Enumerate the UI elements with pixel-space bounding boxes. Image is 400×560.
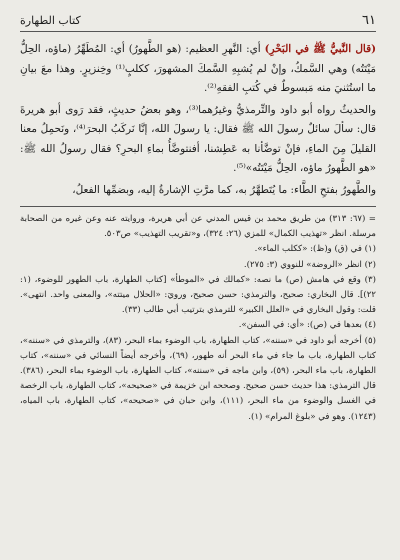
footnote: = (٦٧: ٣١٣) من طريق محمد بن قيس المدني عن أبي هريرة، وروايته عنه وعن غيره من الصحابة مرسلة. انظر «تهذيب الكمال» للمزي (٢٦: ٣٢٤)، و«تقريب التهذيب» ص٥٠٣. (20, 214, 376, 240)
footnote: (٥) أخرجه أبو داود في «سننه»، كتاب الطهارة، باب الوضوء بماء البحر، (٨٣)، والترمذي في «سننه»، كتاب الطهارة، باب ما جاء في ماء البحر أنه طهور، (٦٩)، وأخرجه أيضاً النسائي في «سننه»، كتاب الطهارة، باب ماء البحر، (٥٩)، وابن ماجه في «سننه»، كتاب الطهارة، باب الوضوء بماء البحر، (٣٨٦). قال الترمذي: هذا حديث حسن صحيح. وصححه ابن خزيمة في «صحيحه»، كتاب الطهارة، باب الرخصة في الغسل والوضوء من ماء البحر، (١١١)، وابن حبان في «صحيحه»، كتاب الطهارة، باب المياه، (١٢٤٣). وهو في «بلوغ المرام» (١). (20, 335, 377, 422)
chapter-title: كتاب الطهارة (20, 14, 81, 27)
footnote: (٤) بعدها في (ص): «أي: في السفن». (238, 320, 376, 331)
paragraph-text: والحديثُ رواه أبو داود والتِّرمذيُّ وغيرُهما⁽³⁾، وهو بعضُ حديثٍ، فقد رَوى أبو هريرةَ قال: سألَ سائلٌ رسولَ الله ﷺ فقال: يا رسولَ الله، إنَّا نَركَبُ البحرَ⁽⁴⁾، ونَحمِلُ معنا القليلَ مِنَ الماءِ، فإنْ توضَّأنا به عَطِشنا، أفنتوضَّأُ بماءِ البحرِ؟ فقال رسولُ الله ﷺ: «هو الطَّهورُ ماؤه، الحِلُّ مَيْتَتُه»⁽⁵⁾. (20, 103, 376, 174)
paragraph (20, 181, 376, 201)
footnote-separator (20, 206, 376, 207)
quoted-lemma: (قال النَّبيُّ ﷺ في البَحْرِ) (264, 43, 376, 55)
running-head (20, 14, 376, 32)
paragraph-text: والطَّهورُ بفتحِ الطَّاء: ما يُتَطهَّرُ به، كما مرَّتِ الإشارةُ إليه، وبضمِّها الفعلُ، (72, 183, 376, 196)
footnote: (٢) انظر «الروضة» للنووي (٣: ٢٧٥). (243, 259, 376, 270)
page-number: ٦١ (362, 13, 376, 28)
paragraph (20, 40, 376, 99)
footnote: (٣) وقع في هامش (ص) ما نصه: «كمالك في «الموطأ» [كتاب الطهارة، باب الطهور للوضوء، (١: ٢٢)]. قال البخاري: صحيح، والترمذي: حسن صحيح، ورويَ: «الحلال ميتته»، والمعنى واحد. انتهى». قلت: وقول البخاري في «العلل الكبير» للترمذي بترتيب أبي طالب (٣٣). (20, 274, 376, 316)
footnote: (١) في (ق) و(ظ): «ككلب الماء». (254, 244, 376, 255)
paragraph-text: أي: النَّهرِ العظيم: (هو الطَّهورُ) أي: المُطَهِّرُ (ماؤه، الحِلُّ مَيْتَتُه) وهي السَّمكُ، وإنْ لم يُشبِهِ السَّمكَ المشهورَ، ككلبٍ⁽¹⁾ وخِنزيرٍ. وهذا معَ بيانِ ما استُثنيَ منه مَبسوطٌ في كُتبِ الفقهِ⁽²⁾. (20, 43, 376, 94)
main-text (20, 40, 376, 200)
footnotes (20, 212, 376, 425)
paragraph (20, 101, 376, 179)
